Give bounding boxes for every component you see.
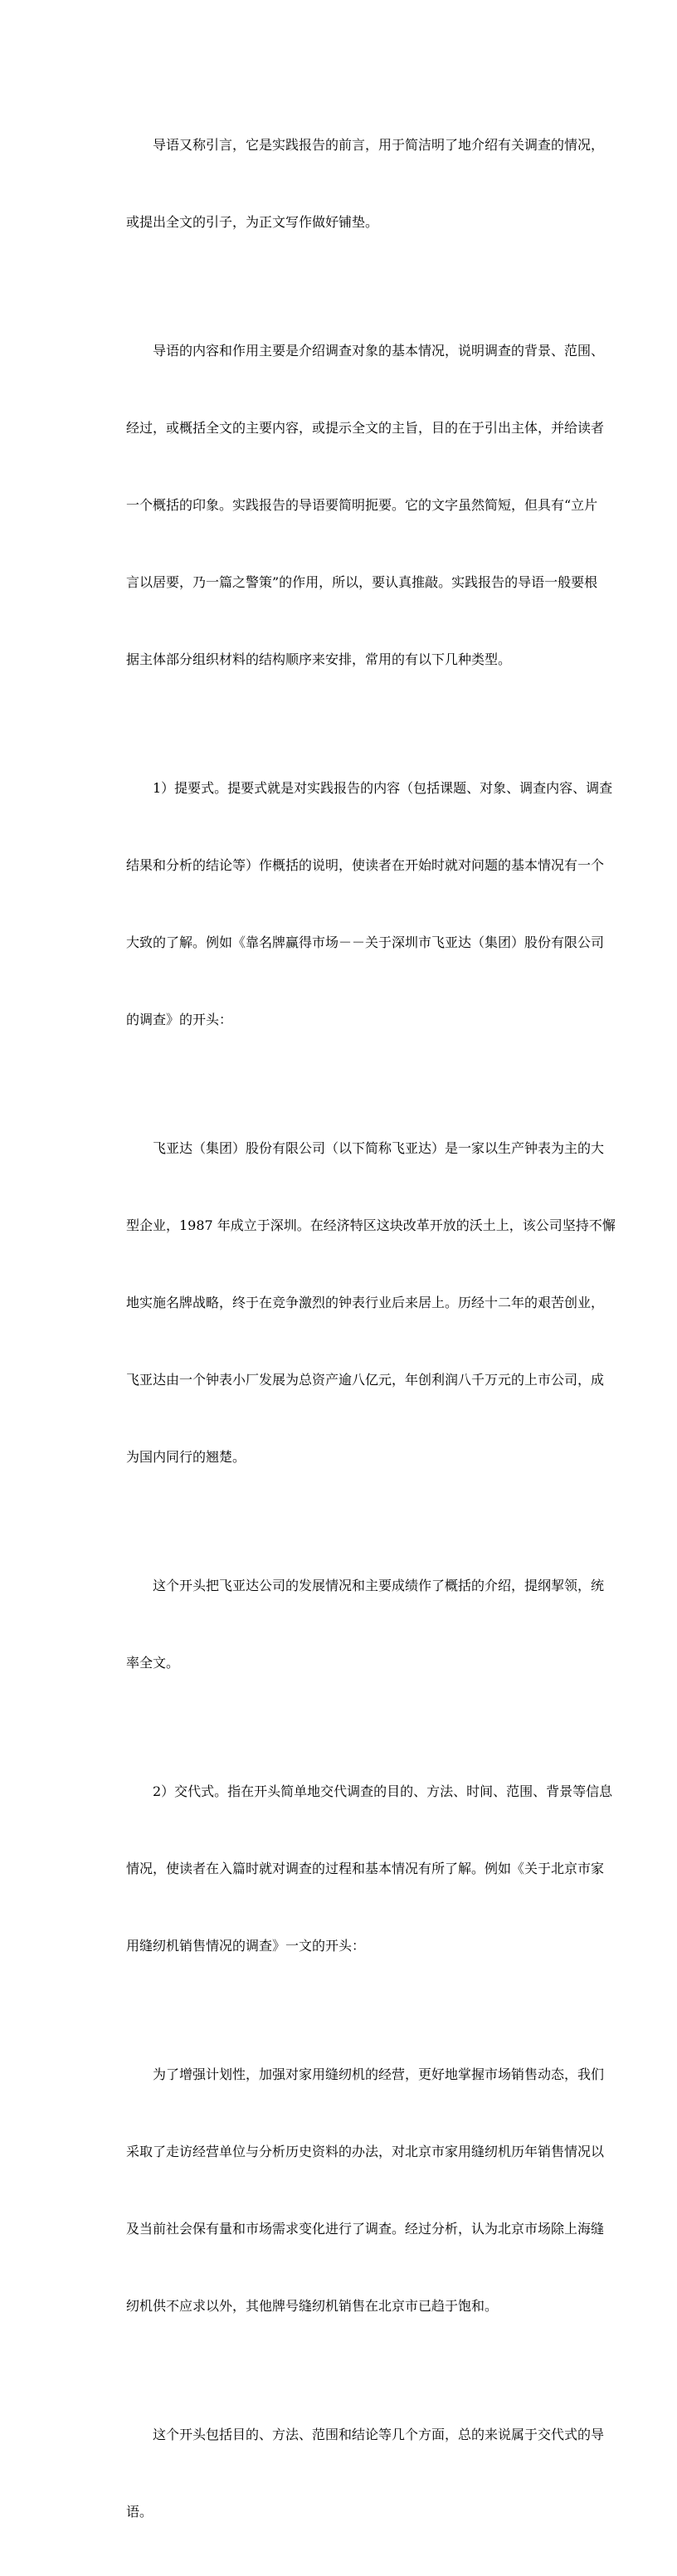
- document-body: [100, 80, 616, 2576]
- text-line: 一个概括的印象。实践报告的导语要简明扼要。它的文字虽然简短，但具有“立片: [126, 497, 598, 513]
- paragraph-example-sewing: [100, 2010, 605, 2370]
- text-line: 这个开头包括目的、方法、范围和结论等几个方面，总的来说属于交代式的导: [153, 2427, 605, 2442]
- paragraph-explanatory-type: [100, 1727, 613, 2010]
- text-line: 导语的内容和作用主要是介绍调查对象的基本情况，说明调查的背景、范围、: [153, 343, 605, 359]
- text-line: 率全文。: [126, 1655, 180, 1671]
- text-line: 言以居要，乃一篇之警策”的作用，所以，要认真推敲。实践报告的导语一般要根: [126, 574, 598, 590]
- text-line: 导语又称引言，它是实践报告的前言，用于简洁明了地介绍有关调查的情况，: [153, 137, 605, 153]
- paragraph-final-comment: [100, 2370, 605, 2576]
- text-line: 2）交代式。指在开头简单地交代调查的目的、方法、时间、范围、背景等信息: [153, 1783, 613, 1799]
- text-line: 这个开头把飞亚达公司的发展情况和主要成绩作了概括的介绍，提纲挈领，统: [153, 1578, 605, 1593]
- paragraph-example-comment: [100, 1521, 605, 1727]
- text-line: 型企业，1987 年成立于深圳。在经济特区这块改革开放的沃土上，该公司坚持不懈: [126, 1217, 616, 1233]
- text-line: 经过，或概括全文的主要内容，或提示全文的主旨，目的在于引出主体，并给读者: [126, 420, 605, 436]
- text-line: 语。: [126, 2504, 153, 2520]
- text-line: 的调查》的开头：: [126, 1012, 233, 1027]
- paragraph-example-fiyta: [100, 1084, 616, 1521]
- text-line: 或提出全文的引子，为正文写作做好铺垫。: [126, 214, 379, 230]
- text-line: 飞亚达（集团）股份有限公司（以下简称飞亚达）是一家以生产钟表为主的大: [153, 1140, 605, 1156]
- text-line: 1）提要式。提要式就是对实践报告的内容（包括课题、对象、调查内容、调查: [153, 780, 613, 796]
- text-line: 为国内同行的翘楚。: [126, 1449, 246, 1465]
- text-line: 用缝纫机销售情况的调查》一文的开头：: [126, 1938, 366, 1954]
- paragraph-intro: [100, 80, 605, 286]
- paragraph-content: [100, 286, 605, 724]
- text-line: 飞亚达由一个钟表小厂发展为总资产逾八亿元，年创利润八千万元的上市公司，成: [126, 1372, 605, 1388]
- text-line: 及当前社会保有量和市场需求变化进行了调查。经过分析，认为北京市场除上海缝: [126, 2221, 605, 2237]
- text-line: 结果和分析的结论等）作概括的说明，使读者在开始时就对问题的基本情况有一个: [126, 857, 605, 873]
- text-line: 为了增强计划性，加强对家用缝纫机的经营，更好地掌握市场销售动态，我们: [153, 2066, 605, 2082]
- text-line: 据主体部分组织材料的结构顺序来安排，常用的有以下几种类型。: [126, 651, 512, 667]
- text-line: 地实施名牌战略，终于在竞争激烈的钟表行业后来居上。历经十二年的艰苦创业，: [126, 1295, 605, 1310]
- text-line: 情况，使读者在入篇时就对调查的过程和基本情况有所了解。例如《关于北京市家: [126, 1861, 605, 1876]
- text-line: 纫机供不应求以外，其他牌号缝纫机销售在北京市已趋于饱和。: [126, 2298, 499, 2314]
- text-line: 大致的了解。例如《靠名牌赢得市场－－关于深圳市飞亚达（集团）股份有限公司: [126, 934, 605, 950]
- text-line: 采取了走访经营单位与分析历史资料的办法，对北京市家用缝纫机历年销售情况以: [126, 2144, 605, 2159]
- paragraph-summary-type: [100, 724, 613, 1084]
